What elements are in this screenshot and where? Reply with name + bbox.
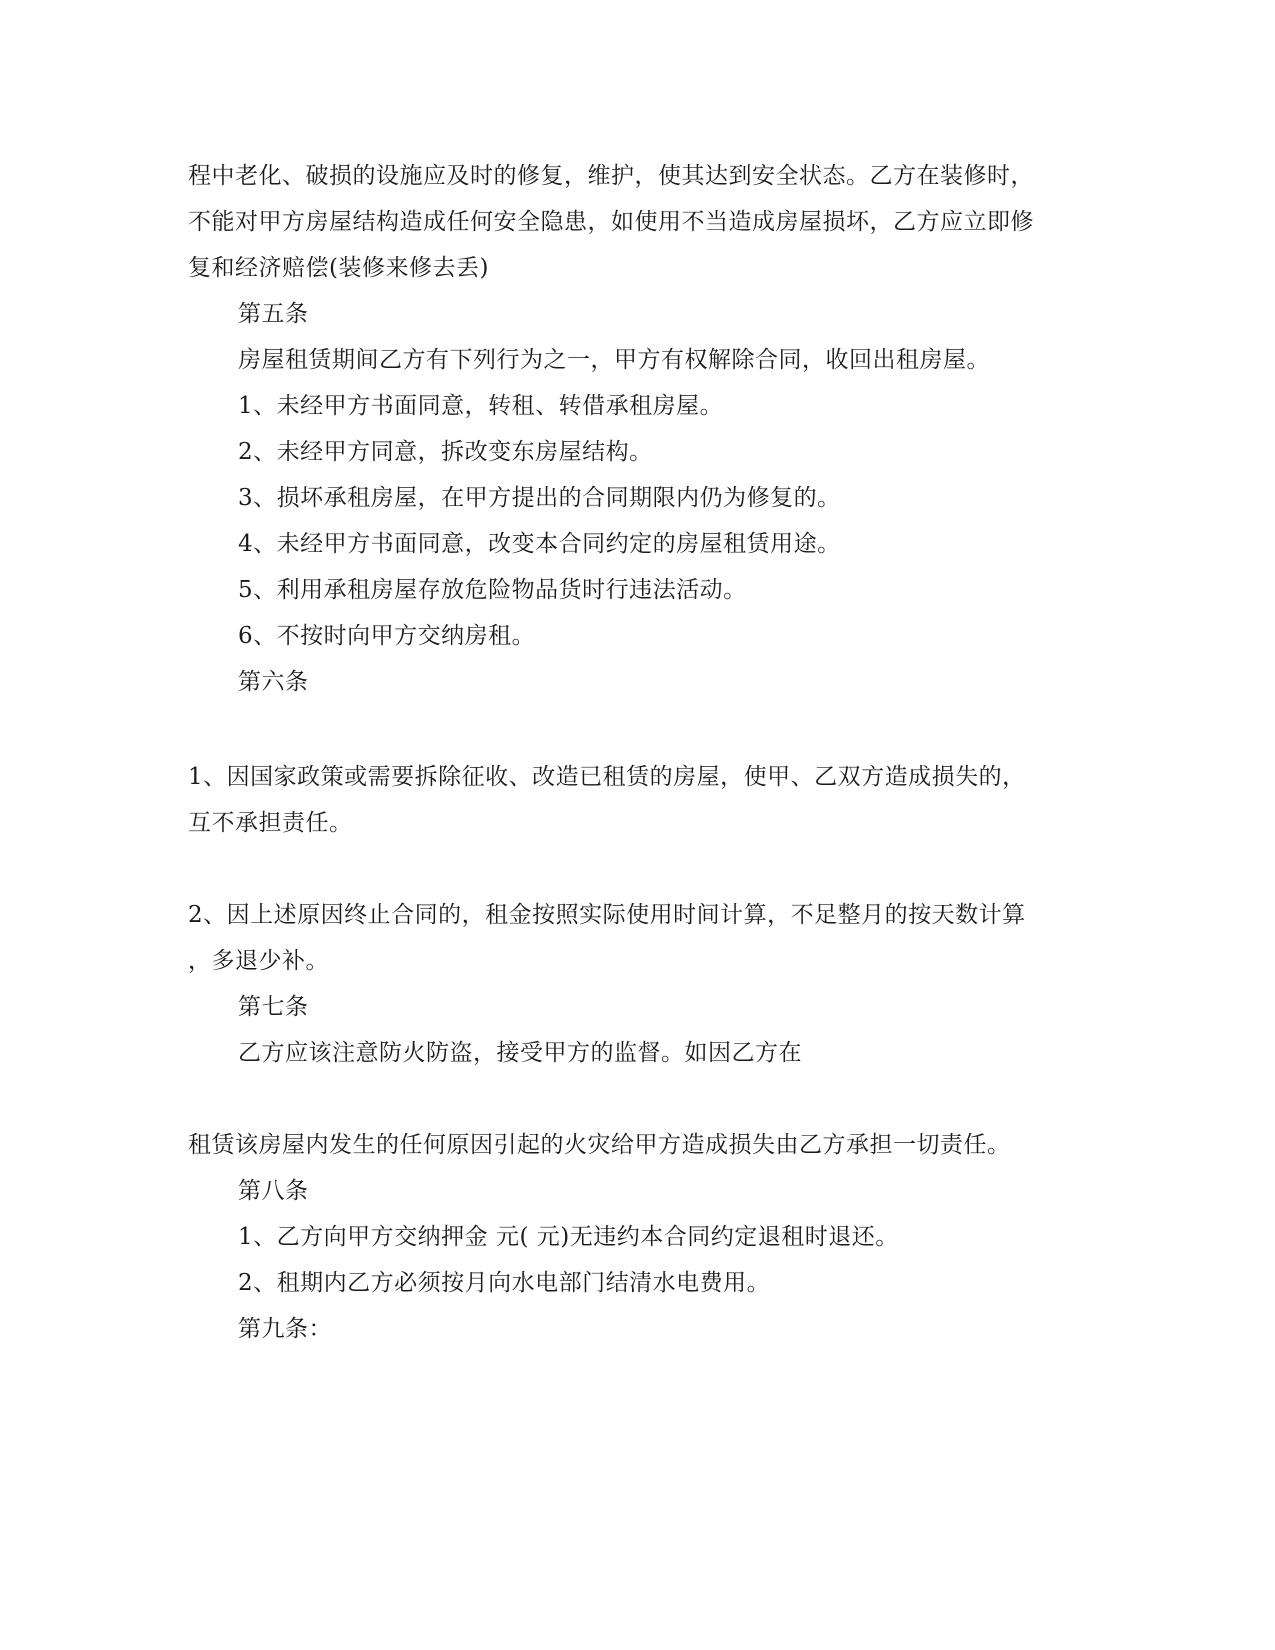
list-item: 5、利用承租房屋存放危险物品货时行违法活动。 bbox=[238, 577, 747, 603]
body-line: 房屋租赁期间乙方有下列行为之一，甲方有权解除合同，收回出租房屋。 bbox=[238, 347, 990, 373]
article-heading: 第七条 bbox=[238, 994, 309, 1020]
body-line: 租赁该房屋内发生的任何原因引起的火灾给甲方造成损失由乙方承担一切责任。 bbox=[188, 1132, 1011, 1158]
list-item: 2、未经甲方同意，拆改变东房屋结构。 bbox=[238, 439, 653, 465]
article-heading: 第五条 bbox=[238, 301, 309, 327]
list-item: 1、乙方向甲方交纳押金 元( 元)无违约本合同约定退租时退还。 bbox=[238, 1224, 899, 1250]
body-line: 程中老化、破损的设施应及时的修复，维护，使其达到安全状态。乙方在装修时， bbox=[188, 163, 1034, 189]
article-heading: 第九条： bbox=[238, 1316, 332, 1342]
body-line: 不能对甲方房屋结构造成任何安全隐患，如使用不当造成房屋损坏，乙方应立即修 bbox=[188, 209, 1034, 235]
list-item: 2、租期内乙方必须按月向水电部门结清水电费用。 bbox=[238, 1270, 771, 1296]
list-item: 1、因国家政策或需要拆除征收、改造已租赁的房屋，使甲、乙双方造成损失的， bbox=[188, 764, 1026, 790]
body-line: 互不承担责任。 bbox=[188, 810, 353, 836]
list-item: 6、不按时向甲方交纳房租。 bbox=[238, 623, 536, 649]
body-line: ，多退少补。 bbox=[188, 948, 329, 974]
list-item: 2、因上述原因终止合同的，租金按照实际使用时间计算，不足整月的按天数计算 bbox=[188, 902, 1026, 928]
list-item: 1、未经甲方书面同意，转租、转借承租房屋。 bbox=[238, 393, 724, 419]
list-item: 4、未经甲方书面同意，改变本合同约定的房屋租赁用途。 bbox=[238, 531, 841, 557]
body-line: 乙方应该注意防火防盗，接受甲方的监督。如因乙方在 bbox=[238, 1040, 802, 1066]
list-item: 3、损坏承租房屋，在甲方提出的合同期限内仍为修复的。 bbox=[238, 485, 841, 511]
article-heading: 第六条 bbox=[238, 669, 309, 695]
body-line: 复和经济赔偿(装修来修去丢) bbox=[188, 255, 489, 281]
article-heading: 第八条 bbox=[238, 1178, 309, 1204]
